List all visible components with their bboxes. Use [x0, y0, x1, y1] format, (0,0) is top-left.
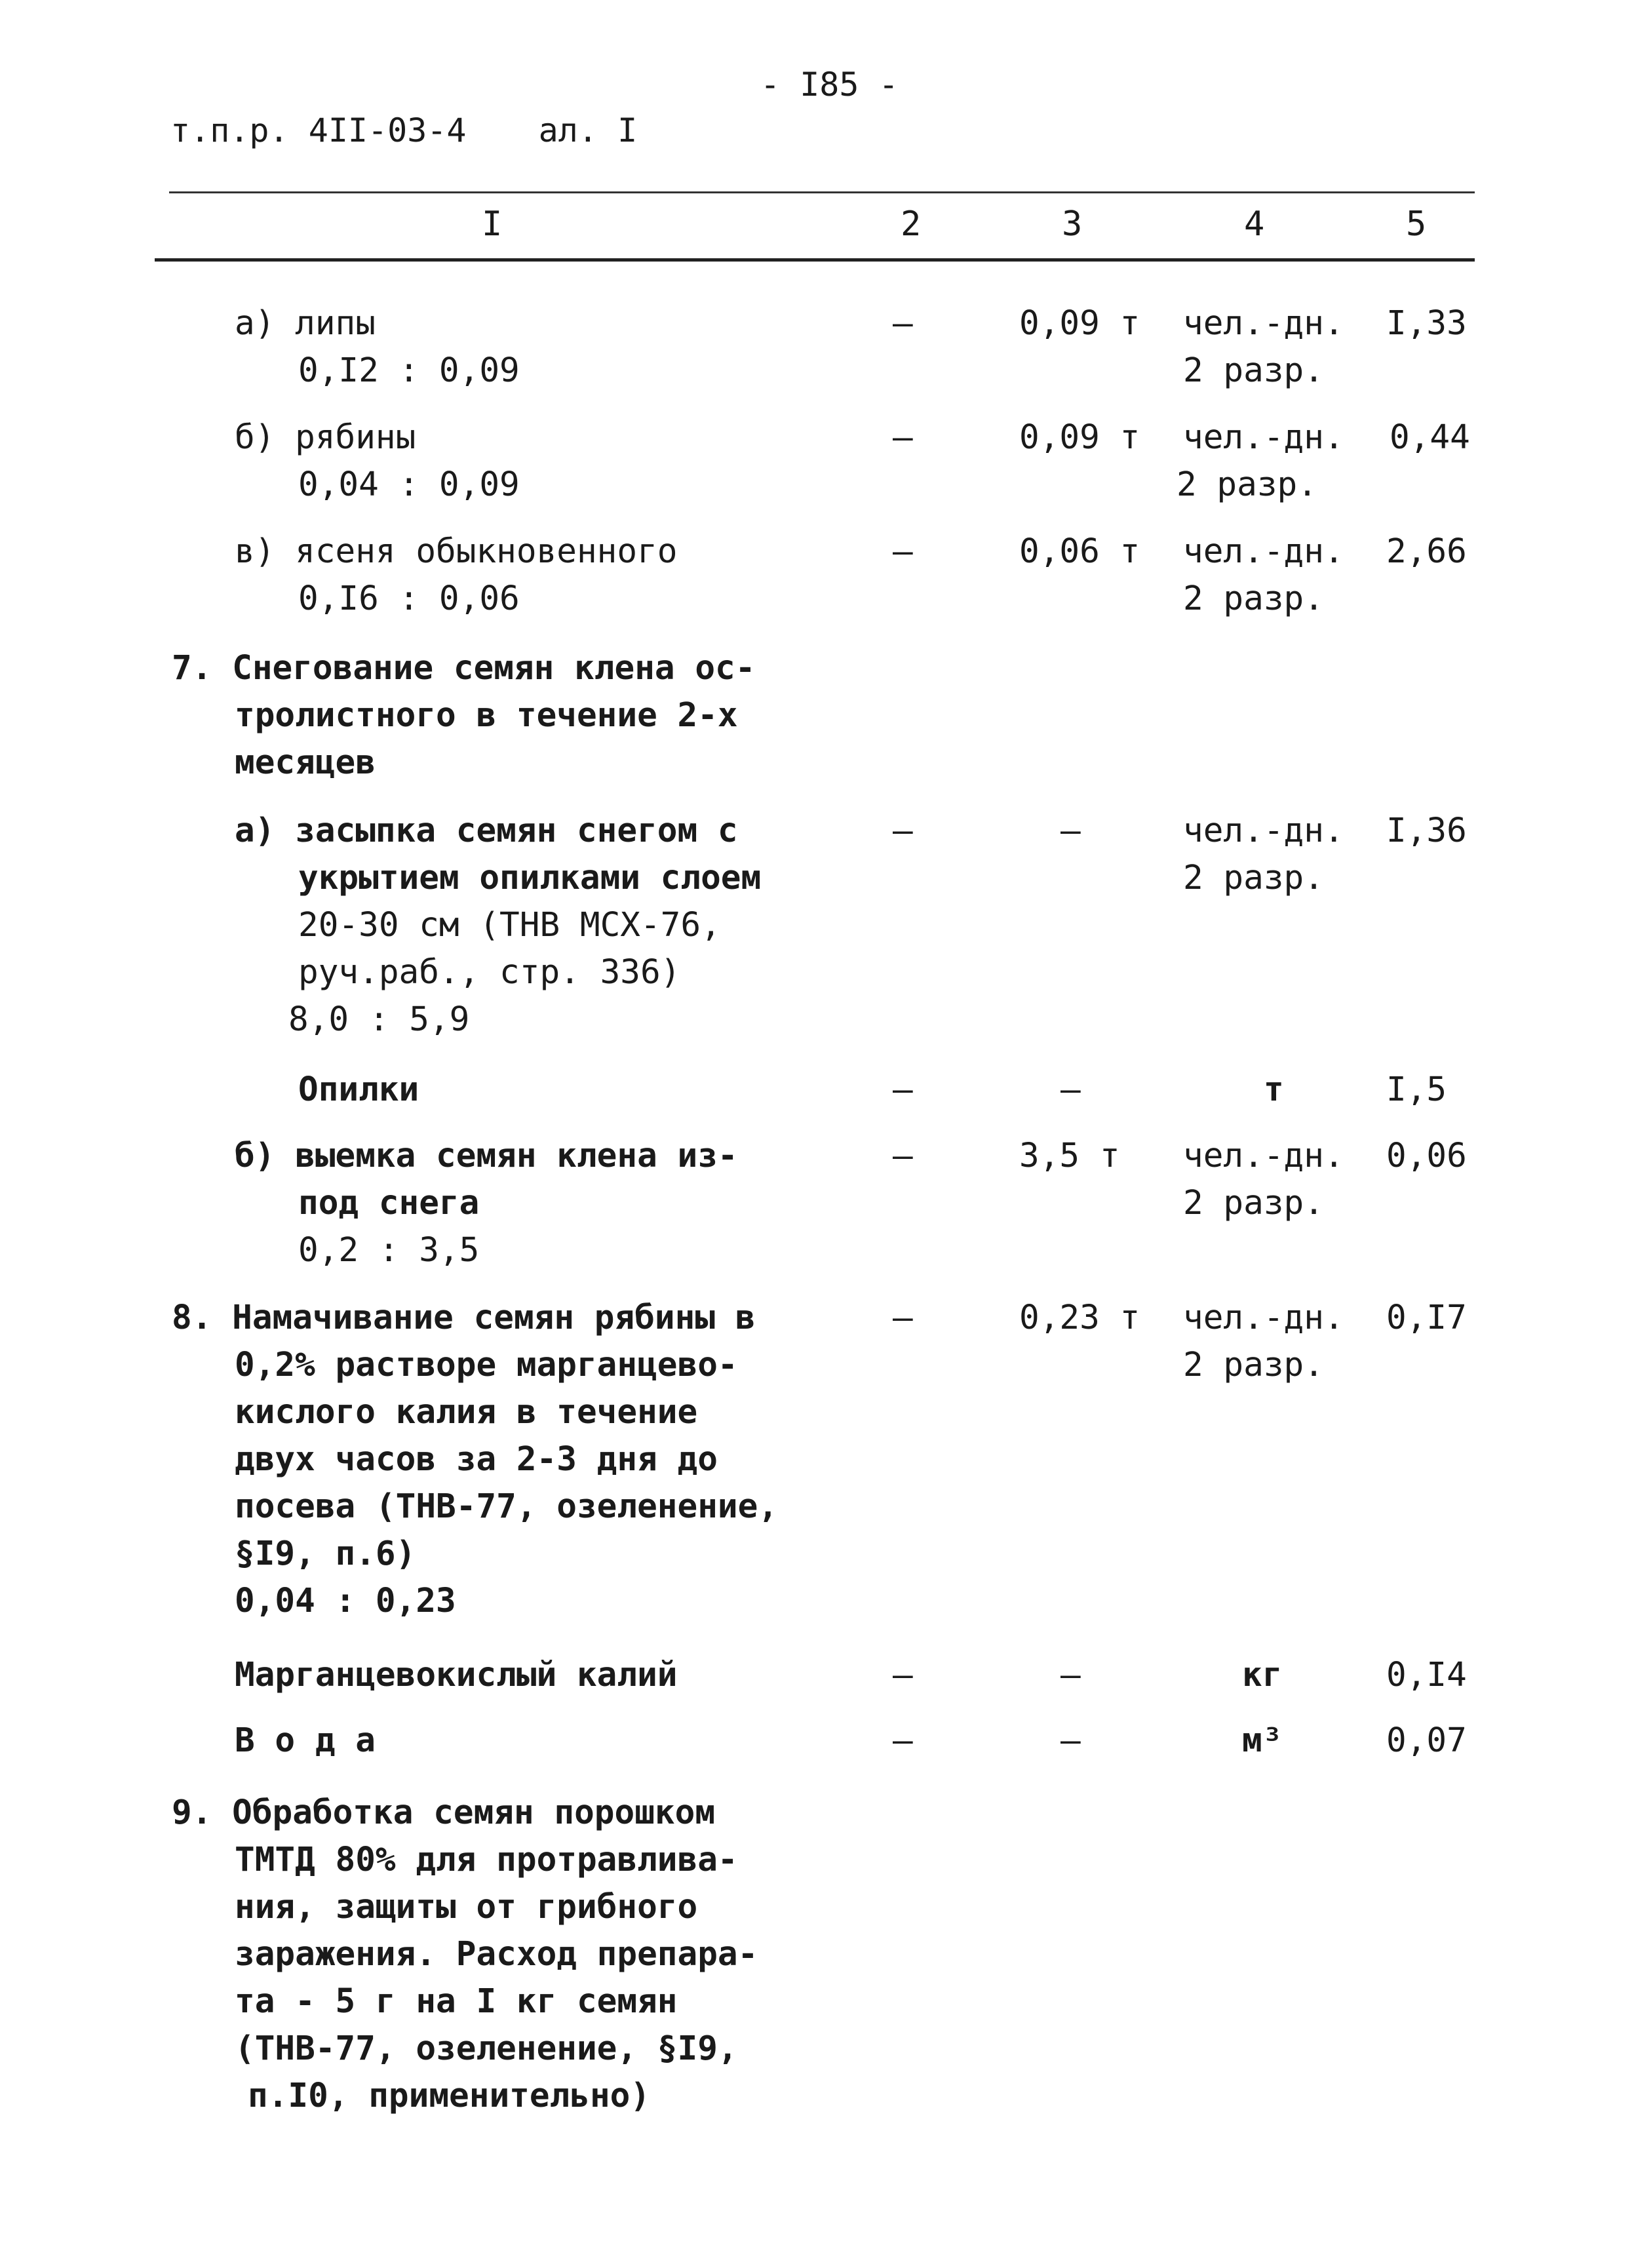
- row-11-c1-line-3: ния, защиты от грибного: [235, 1888, 698, 1926]
- row-11-c1-line-5: та - 5 г на I кг семян: [235, 1982, 678, 2021]
- row-11-c1-line-2: ТМТД 80% для протравлива-: [235, 1841, 738, 1879]
- row-7-c2: –: [893, 1137, 913, 1175]
- row-7-c1-line-3: 0,2 : 3,5: [298, 1231, 480, 1270]
- row-4-c1-line-2: тролистного в течение 2-х: [235, 696, 738, 735]
- row-8-c4-line-2: 2 разр.: [1183, 1346, 1324, 1384]
- column-header-3: 3: [1062, 205, 1083, 244]
- document-header: [170, 111, 690, 149]
- row-8-c1-line-2: 0,2% растворе марганцево-: [235, 1346, 738, 1384]
- row-6-c1-line-1: Опилки: [298, 1070, 419, 1109]
- row-7-c1-line-1: б) выемка семян клена из-: [235, 1137, 738, 1175]
- column-header-4: 4: [1244, 205, 1265, 244]
- row-5-c4-line-1: чел.-дн.: [1183, 811, 1344, 850]
- row-10-c1-line-1: В о д а: [235, 1721, 376, 1760]
- column-header-1: I: [482, 205, 503, 244]
- column-header-2: 2: [901, 205, 922, 244]
- row-2-c5: 0,44: [1390, 418, 1470, 457]
- album-number: ал. I: [538, 111, 638, 149]
- row-5-c4-line-2: 2 разр.: [1183, 859, 1324, 897]
- row-9-c5: 0,I4: [1386, 1656, 1467, 1694]
- row-7-c4-line-2: 2 разр.: [1183, 1184, 1324, 1222]
- row-3-c2: –: [893, 532, 913, 571]
- row-5-c1-line-5: 8,0 : 5,9: [288, 1000, 470, 1039]
- row-8-c1-line-3: кислого калия в течение: [235, 1393, 698, 1432]
- table-top-rule: [169, 191, 1475, 193]
- row-3-c1-line-1: в) ясеня обыкновенного: [235, 532, 678, 571]
- row-5-c1-line-2: укрытием опилками слоем: [298, 859, 762, 897]
- page-number: - I85 -: [760, 66, 899, 104]
- row-7-c4-line-1: чел.-дн.: [1183, 1137, 1344, 1175]
- row-1-c4-line-1: чел.-дн.: [1183, 304, 1344, 343]
- row-9-c2: –: [893, 1656, 913, 1694]
- row-10-c3: –: [1060, 1721, 1081, 1760]
- row-7-c1-line-2: под снега: [298, 1184, 480, 1222]
- row-5-c1-line-3: 20-30 см (ТНВ МСХ-76,: [298, 906, 721, 945]
- row-11-c1-line-1: 9. Обработка семян порошком: [172, 1793, 716, 1832]
- row-1-c1-line-2: 0,I2 : 0,09: [298, 351, 520, 390]
- row-2-c2: –: [893, 418, 913, 457]
- row-4-c1-line-3: месяцев: [235, 743, 376, 782]
- row-10-c2: –: [893, 1721, 913, 1760]
- row-2-c4-line-2: 2 разр.: [1177, 465, 1317, 504]
- row-5-c3: –: [1060, 811, 1081, 850]
- row-6-c3: –: [1060, 1070, 1081, 1109]
- row-8-c1-line-5: посева (ТНВ-77, озеленение,: [235, 1487, 779, 1526]
- row-11-c1-line-6: (ТНВ-77, озеленение, §I9,: [235, 2029, 738, 2068]
- row-3-c5: 2,66: [1386, 532, 1467, 571]
- row-1-c5: I,33: [1386, 304, 1467, 343]
- row-10-c4-line-1: м³: [1242, 1721, 1283, 1760]
- row-8-c2: –: [893, 1299, 913, 1337]
- row-4-c1-line-1: 7. Снегование семян клена ос-: [172, 649, 756, 688]
- row-3-c1-line-2: 0,I6 : 0,06: [298, 579, 520, 618]
- row-8-c5: 0,I7: [1386, 1299, 1467, 1337]
- row-5-c1-line-4: руч.раб., стр. 336): [298, 953, 681, 992]
- row-6-c2: –: [893, 1070, 913, 1109]
- row-9-c4-line-1: кг: [1242, 1656, 1283, 1694]
- row-8-c1-line-4: двух часов за 2-3 дня до: [235, 1440, 718, 1479]
- row-8-c4-line-1: чел.-дн.: [1183, 1299, 1344, 1337]
- row-2-c1-line-2: 0,04 : 0,09: [298, 465, 520, 504]
- project-code: т.п.р. 4II-03-4: [170, 111, 467, 149]
- row-5-c2: –: [893, 811, 913, 850]
- row-8-c1-line-7: 0,04 : 0,23: [235, 1582, 456, 1620]
- row-2-c3: 0,09 т: [1019, 418, 1140, 457]
- row-2-c4-line-1: чел.-дн.: [1183, 418, 1344, 457]
- row-6-c4-line-1: т: [1264, 1070, 1284, 1109]
- row-8-c1-line-6: §I9, п.6): [235, 1535, 416, 1573]
- row-1-c1-line-1: а) липы: [235, 304, 376, 343]
- row-3-c4-line-2: 2 разр.: [1183, 579, 1324, 618]
- row-11-c1-line-7: п.I0, применительно): [248, 2077, 651, 2115]
- row-5-c5: I,36: [1386, 811, 1467, 850]
- row-9-c3: –: [1060, 1656, 1081, 1694]
- row-1-c4-line-2: 2 разр.: [1183, 351, 1324, 390]
- column-header-5: 5: [1406, 205, 1427, 244]
- row-7-c3: 3,5 т: [1019, 1137, 1120, 1175]
- row-3-c3: 0,06 т: [1019, 532, 1140, 571]
- row-5-c1-line-1: а) засыпка семян снегом с: [235, 811, 738, 850]
- row-3-c4-line-1: чел.-дн.: [1183, 532, 1344, 571]
- table-header-rule: [155, 258, 1475, 262]
- row-9-c1-line-1: Марганцевокислый калий: [235, 1656, 678, 1694]
- row-6-c5: I,5: [1386, 1070, 1447, 1109]
- row-10-c5: 0,07: [1386, 1721, 1467, 1760]
- row-8-c1-line-1: 8. Намачивание семян рябины в: [172, 1299, 756, 1337]
- row-8-c3: 0,23 т: [1019, 1299, 1140, 1337]
- row-2-c1-line-1: б) рябины: [235, 418, 416, 457]
- row-1-c3: 0,09 т: [1019, 304, 1140, 343]
- row-7-c5: 0,06: [1386, 1137, 1467, 1175]
- row-1-c2: –: [893, 304, 913, 343]
- row-11-c1-line-4: заражения. Расход препара-: [235, 1935, 758, 1974]
